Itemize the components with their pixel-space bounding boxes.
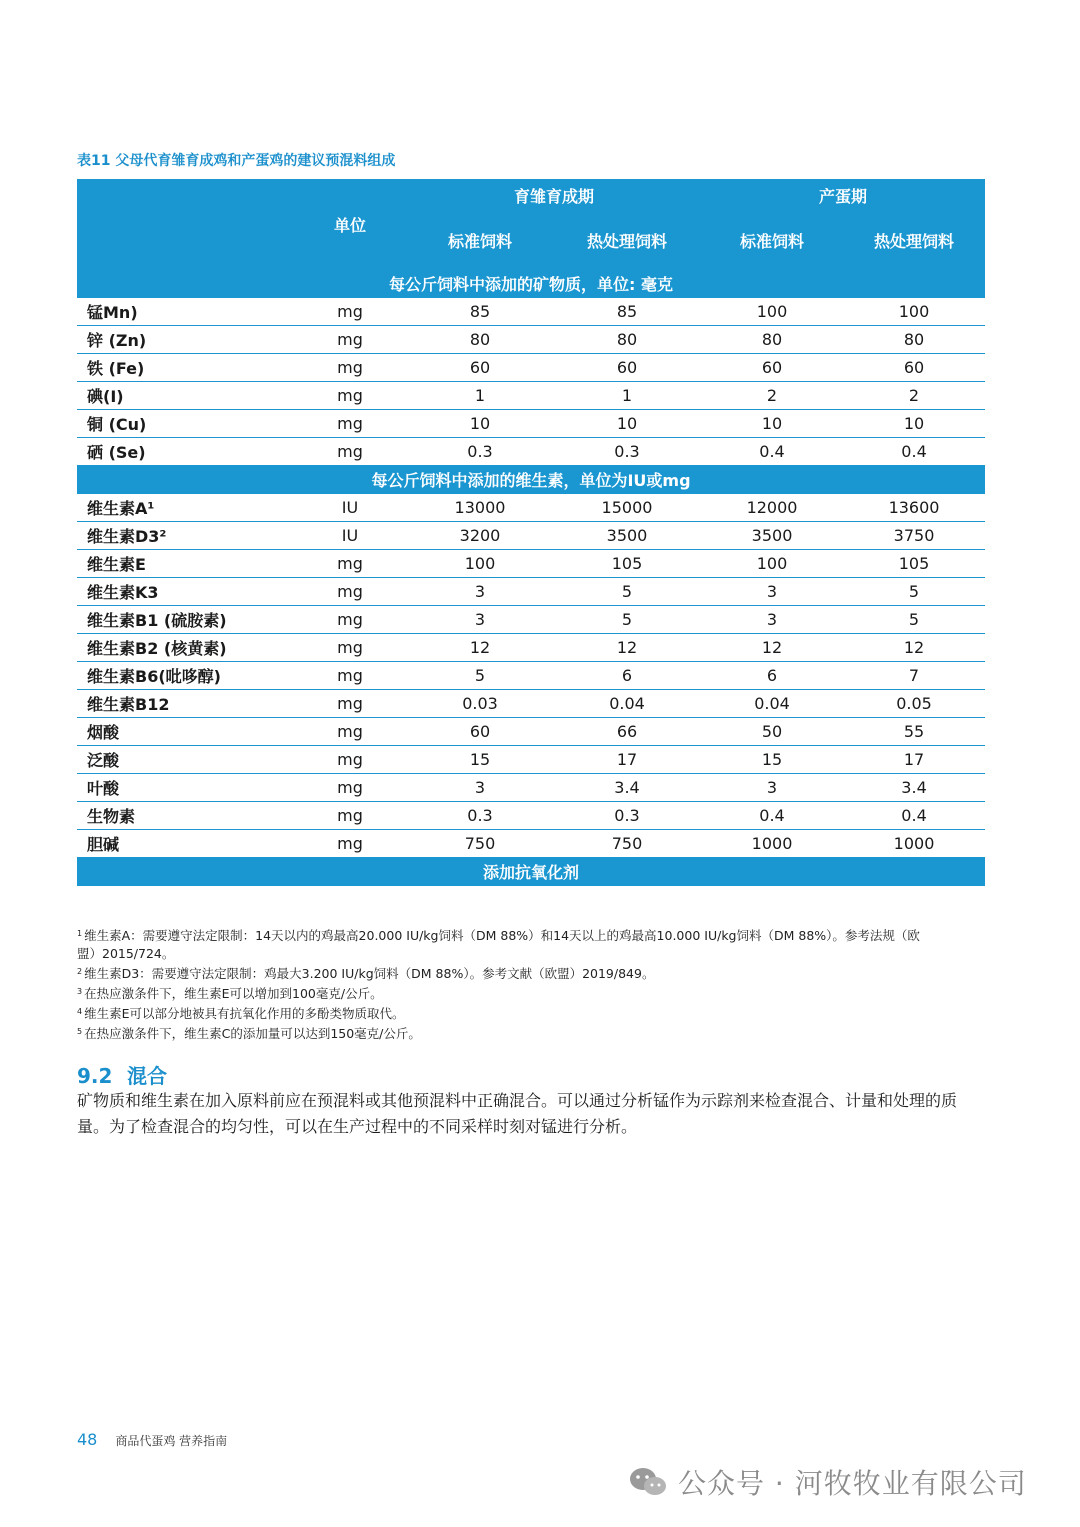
cell-laying-standard: 1000 <box>751 834 793 853</box>
cell-laying-heat: 3.4 <box>843 774 985 802</box>
cell-laying-standard: 3500 <box>701 522 843 550</box>
watermark-text: 公众号 · 河牧牧业有限公司 <box>678 1467 1027 1500</box>
table-row <box>77 326 985 354</box>
row-unit: mg <box>293 578 407 606</box>
section-heading <box>77 1060 167 1089</box>
row-label: 硒 (Se) <box>87 443 146 462</box>
row-unit: mg <box>293 550 407 578</box>
footer-title: 商品代蛋鸡 营养指南 <box>115 1434 228 1448</box>
cell-laying-heat: 0.4 <box>843 802 985 830</box>
table-row <box>77 662 985 690</box>
premix-table <box>77 179 985 886</box>
row-label: 叶酸 <box>77 774 293 802</box>
table-row <box>77 298 985 326</box>
cell-rearing-standard: 1 <box>407 382 553 410</box>
cell-rearing-standard: 60 <box>407 718 553 746</box>
cell-rearing-heat: 105 <box>553 550 701 578</box>
cell-rearing-standard: 0.3 <box>407 802 553 830</box>
cell-laying-heat: 0.4 <box>901 442 927 461</box>
header-sub-2: 热处理饲料 <box>553 211 701 269</box>
cell-rearing-standard: 750 <box>464 834 496 853</box>
cell-laying-heat: 17 <box>843 746 985 774</box>
cell-rearing-standard: 85 <box>407 298 553 326</box>
footnote-mark: 4 <box>77 1007 83 1016</box>
cell-rearing-heat: 0.04 <box>553 690 701 718</box>
table-row <box>77 494 985 522</box>
row-label: 维生素E <box>77 550 293 578</box>
footnote-text: 维生素A：需要遵守法定限制：14天以内的鸡最高20.000 IU/kg饲料（DM 88%）和14天以上的鸡最高10.000 IU/kg饲料（DM 88%）。参考法规（欧盟）2015/724。 <box>77 928 920 961</box>
cell-laying-heat: 1000 <box>893 834 935 853</box>
cell-laying-heat: 3750 <box>843 522 985 550</box>
cell-rearing-standard: 12 <box>407 634 553 662</box>
cell-laying-standard: 0.04 <box>701 690 843 718</box>
cell-laying-standard: 0.4 <box>701 802 843 830</box>
row-label: 维生素B6(吡哆醇) <box>77 662 293 690</box>
footnote-mark: 1 <box>77 929 83 938</box>
cell-laying-standard: 2 <box>701 382 843 410</box>
cell-laying-heat: 7 <box>843 662 985 690</box>
cell-rearing-heat: 60 <box>553 354 701 382</box>
row-label: 烟酸 <box>77 718 293 746</box>
table-row <box>77 522 985 550</box>
table-caption: 表11 父母代育雏育成鸡和产蛋鸡的建议预混料组成 <box>77 153 396 169</box>
row-unit: mg <box>293 634 407 662</box>
cell-rearing-heat: 15000 <box>553 494 701 522</box>
cell-rearing-standard: 3 <box>407 606 553 634</box>
table-row <box>77 690 985 718</box>
cell-rearing-standard: 10 <box>407 410 553 438</box>
cell-laying-standard: 50 <box>701 718 843 746</box>
cell-laying-standard: 12000 <box>701 494 843 522</box>
row-label: 铜 (Cu) <box>77 410 293 438</box>
footnotes <box>77 925 937 1043</box>
row-label: 碘(I) <box>77 382 293 410</box>
cell-rearing-standard: 3200 <box>407 522 553 550</box>
page-footer <box>77 1430 227 1449</box>
header-group-rearing: 育雏育成期 <box>407 179 701 211</box>
cell-laying-heat: 55 <box>843 718 985 746</box>
cell-rearing-heat: 85 <box>553 298 701 326</box>
footnote-text: 维生素D3：需要遵守法定限制：鸡最大3.200 IU/kg饲料（DM 88%）。参考文献（欧盟）2019/849。 <box>84 966 655 981</box>
row-label: 锌 (Zn) <box>77 326 293 354</box>
cell-laying-standard: 3 <box>701 606 843 634</box>
cell-rearing-standard: 0.03 <box>407 690 553 718</box>
table-row <box>77 578 985 606</box>
header-sub-4: 热处理饲料 <box>843 211 985 269</box>
cell-rearing-heat: 17 <box>553 746 701 774</box>
table-row <box>77 802 985 830</box>
section-antioxidant: 添加抗氧化剂 <box>77 857 985 886</box>
cell-rearing-heat: 5 <box>553 578 701 606</box>
table-row <box>77 774 985 802</box>
header-group-laying: 产蛋期 <box>701 179 985 211</box>
cell-rearing-standard: 3 <box>407 774 553 802</box>
row-unit: mg <box>293 326 407 354</box>
cell-laying-standard: 3 <box>701 774 843 802</box>
cell-laying-standard: 10 <box>701 410 843 438</box>
table-row <box>77 634 985 662</box>
table-row <box>77 438 985 466</box>
row-label: 铁 (Fe) <box>77 354 293 382</box>
footnote <box>77 1003 937 1023</box>
page-number: 48 <box>77 1430 98 1449</box>
section-minerals: 每公斤饲料中添加的矿物质，单位: 毫克 <box>77 269 985 298</box>
row-unit: mg <box>293 606 407 634</box>
section-title: 混合 <box>127 1064 167 1088</box>
footnote <box>77 925 937 963</box>
row-unit: mg <box>293 354 407 382</box>
cell-rearing-heat: 12 <box>553 634 701 662</box>
header-sub-1: 标准饲料 <box>407 211 553 269</box>
cell-rearing-standard: 80 <box>407 326 553 354</box>
table-row <box>77 354 985 382</box>
cell-rearing-heat: 66 <box>553 718 701 746</box>
cell-laying-heat: 60 <box>843 354 985 382</box>
paragraph-text: 矿物质和维生素在加入原料前应在预混料或其他预混料中正确混合。可以通过分析锰作为示踪剂来检查混合、计量和处理的质量。为了检查混合的均匀性，可以在生产过程中的不同采样时刻对锰进行分析。 <box>77 1091 958 1136</box>
cell-rearing-heat: 1 <box>553 382 701 410</box>
footnote <box>77 1023 937 1043</box>
cell-laying-standard: 3 <box>701 578 843 606</box>
row-unit: mg <box>293 662 407 690</box>
row-unit: IU <box>293 522 407 550</box>
cell-rearing-standard: 5 <box>407 662 553 690</box>
row-unit: mg <box>293 382 407 410</box>
cell-rearing-heat: 5 <box>553 606 701 634</box>
cell-rearing-heat: 80 <box>553 326 701 354</box>
cell-rearing-standard: 15 <box>407 746 553 774</box>
footnote-mark: 2 <box>77 967 83 976</box>
row-unit: IU <box>293 494 407 522</box>
cell-rearing-heat: 3.4 <box>553 774 701 802</box>
table-row <box>77 718 985 746</box>
row-unit: mg <box>293 718 407 746</box>
cell-rearing-heat: 3500 <box>553 522 701 550</box>
row-label: 维生素B1 (硫胺素) <box>77 606 293 634</box>
row-label: 维生素A¹ <box>77 494 293 522</box>
cell-laying-standard: 15 <box>701 746 843 774</box>
table-row <box>77 410 985 438</box>
row-unit: mg <box>293 298 407 326</box>
cell-laying-standard: 100 <box>701 298 843 326</box>
footnote-text: 在热应激条件下，维生素C的添加量可以达到150毫克/公斤。 <box>84 1026 421 1041</box>
cell-rearing-heat: 6 <box>553 662 701 690</box>
cell-laying-standard: 60 <box>701 354 843 382</box>
cell-rearing-standard: 100 <box>407 550 553 578</box>
row-unit: mg <box>293 690 407 718</box>
header-sub-3: 标准饲料 <box>701 211 843 269</box>
footnote-mark: 3 <box>77 987 83 996</box>
row-label: 维生素B12 <box>77 690 293 718</box>
cell-laying-standard: 0.4 <box>759 442 785 461</box>
row-unit: mg <box>293 410 407 438</box>
cell-laying-standard: 80 <box>701 326 843 354</box>
table-row <box>77 606 985 634</box>
footnote-text: 在热应激条件下，维生素E可以增加到100毫克/公斤。 <box>84 986 383 1001</box>
cell-laying-heat: 5 <box>843 578 985 606</box>
cell-laying-heat: 10 <box>843 410 985 438</box>
table-row <box>77 550 985 578</box>
cell-laying-standard: 6 <box>701 662 843 690</box>
row-unit: mg <box>337 442 363 461</box>
row-label: 泛酸 <box>77 746 293 774</box>
cell-rearing-heat: 0.3 <box>614 442 640 461</box>
cell-laying-heat: 100 <box>843 298 985 326</box>
footnote <box>77 963 937 983</box>
cell-rearing-heat: 0.3 <box>553 802 701 830</box>
cell-laying-standard: 12 <box>701 634 843 662</box>
cell-rearing-standard: 13000 <box>407 494 553 522</box>
row-unit: mg <box>293 802 407 830</box>
row-label: 维生素K3 <box>77 578 293 606</box>
row-unit: mg <box>293 774 407 802</box>
cell-laying-heat: 2 <box>843 382 985 410</box>
cell-laying-heat: 13600 <box>843 494 985 522</box>
footnote-mark: 5 <box>77 1027 83 1036</box>
footnote <box>77 983 937 1003</box>
row-unit: mg <box>293 746 407 774</box>
body-paragraph <box>77 1088 972 1140</box>
footnote-text: 维生素E可以部分地被具有抗氧化作用的多酚类物质取代。 <box>84 1006 405 1021</box>
row-label: 维生素B2 (核黄素) <box>77 634 293 662</box>
cell-laying-heat: 12 <box>843 634 985 662</box>
cell-rearing-standard: 0.3 <box>467 442 493 461</box>
header-unit: 单位 <box>293 179 407 269</box>
cell-rearing-heat: 750 <box>611 834 643 853</box>
row-label: 维生素D3² <box>77 522 293 550</box>
cell-rearing-heat: 10 <box>553 410 701 438</box>
header-empty <box>77 179 293 269</box>
table-row <box>77 830 985 858</box>
cell-laying-standard: 100 <box>701 550 843 578</box>
cell-rearing-standard: 60 <box>407 354 553 382</box>
table-row <box>77 746 985 774</box>
cell-laying-heat: 5 <box>843 606 985 634</box>
watermark <box>628 1462 1027 1502</box>
row-label: 胆碱 <box>87 835 120 854</box>
cell-laying-heat: 0.05 <box>843 690 985 718</box>
section-vitamins: 每公斤饲料中添加的维生素，单位为IU或mg <box>77 465 985 494</box>
row-label: 锰Mn) <box>77 298 293 326</box>
cell-laying-heat: 105 <box>843 550 985 578</box>
table-row <box>77 382 985 410</box>
wechat-icon <box>628 1466 668 1498</box>
row-label: 生物素 <box>77 802 293 830</box>
section-number: 9.2 <box>77 1064 113 1088</box>
cell-rearing-standard: 3 <box>407 578 553 606</box>
cell-laying-heat: 80 <box>843 326 985 354</box>
row-unit: mg <box>337 834 363 853</box>
